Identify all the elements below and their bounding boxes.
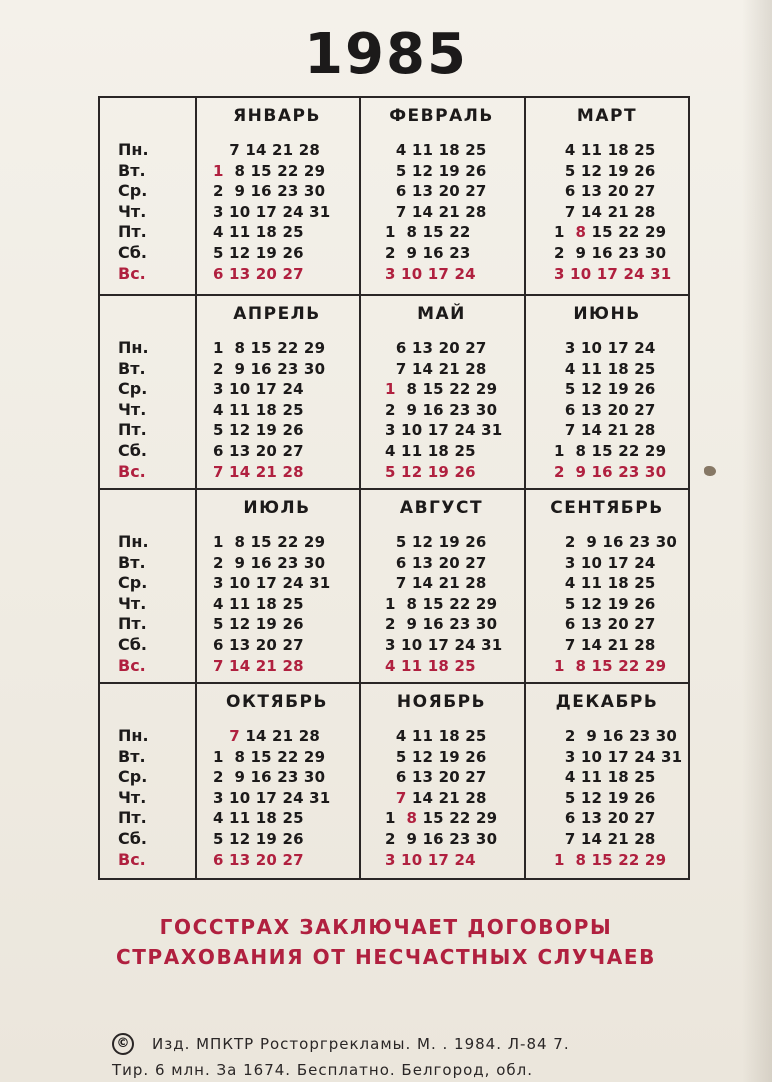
- month-day-line: 6 13 20 27: [213, 442, 304, 460]
- month-day-line: 3 10 17 24: [554, 553, 656, 572]
- month-day-line: 6 13 20 27: [213, 264, 304, 283]
- month-day-line: 7 14 21 28: [213, 656, 304, 675]
- month-day-line: 3 10 17 24 31: [554, 747, 683, 766]
- month-day-line: 5 12 19 26: [385, 462, 476, 481]
- month-day-line: 3 10 17 24 31: [213, 202, 331, 221]
- day-label: Сб.: [118, 829, 147, 848]
- month-day-line: 3 10 17 24: [385, 264, 476, 283]
- month-day-line: 7 14 21 28: [554, 202, 656, 221]
- month-day-line: 2 9 16 23 30: [554, 727, 678, 745]
- day-label: Вт.: [118, 160, 146, 180]
- month-day-line: 6 13 20 27: [554, 400, 656, 419]
- month-day-line: 2 9 16 23 30: [385, 615, 498, 634]
- month-day-line: 5 12 19 26: [385, 161, 487, 180]
- month-name: ИЮЛЬ: [243, 498, 311, 518]
- month-day-line: 1 8 15 22 29: [554, 442, 667, 460]
- month-day-line: 1 8 15 22 29: [554, 656, 667, 675]
- month-day-line: 2 9 16 23 30: [385, 830, 498, 848]
- slogan-line-2: СТРАХОВАНИЯ ОТ НЕСЧАСТНЫХ СЛУЧАЕВ: [116, 945, 656, 969]
- grid-col-divider-1: [359, 96, 361, 880]
- month-day-line: 5 12 19 26: [385, 533, 487, 551]
- month-name: НОЯБРЬ: [396, 692, 487, 712]
- month-day-line: 5 12 19 26: [213, 830, 304, 848]
- day-label: Ср.: [118, 767, 148, 787]
- day-label: Вт.: [118, 358, 146, 378]
- imprint-line-1: Изд. МПКТР Росторгрекламы. М. . 1984. Л-84 7.: [152, 1035, 570, 1053]
- month-name: АПРЕЛЬ: [233, 304, 321, 324]
- month-day-line: 2 9 16 23 30: [213, 359, 326, 378]
- day-label: Пт.: [118, 808, 147, 828]
- month-day-line: 1 8 15 22: [385, 223, 471, 242]
- month-day-line: 7 14 21 28: [385, 202, 487, 221]
- month-day-line: 5 12 19 26: [554, 594, 656, 613]
- month-day-line: 4 11 18 25: [385, 442, 476, 460]
- month-day-line: 1 8 15 22 29: [213, 747, 326, 766]
- month-day-line: 5 12 19 26: [554, 380, 656, 399]
- month-day-line: 4 11 18 25: [385, 141, 487, 159]
- month-day-line: 4 11 18 25: [213, 223, 304, 242]
- day-label: Ср.: [118, 379, 148, 399]
- day-label: Чт.: [118, 399, 147, 419]
- slogan-line-1: ГОССТРАХ ЗАКЛЮЧАЕТ ДОГОВОРЫ: [159, 915, 613, 939]
- month-day-line: 6 13 20 27: [554, 809, 656, 828]
- month-day-line: 3 10 17 24 31: [554, 264, 672, 283]
- day-label: Вс.: [118, 655, 146, 675]
- month-day-line: 7 14 21 28: [554, 421, 656, 440]
- month-day-line: 3 10 17 24: [213, 380, 304, 399]
- month-day-line: 4 11 18 25: [385, 656, 476, 675]
- month-day-line: 2 9 16 23 30: [554, 533, 678, 551]
- day-label: Сб.: [118, 243, 147, 262]
- month-day-line: 3 10 17 24 31: [385, 636, 503, 654]
- month-day-line: 5 12 19 26: [213, 615, 304, 634]
- month-day-line: 1 8 15 22 29: [213, 533, 326, 551]
- month-name: ИЮНЬ: [573, 304, 641, 324]
- month-day-line: 4 11 18 25: [213, 809, 304, 828]
- month-day-line: 5 12 19 26: [213, 421, 304, 440]
- month-day-line: 5 12 19 26: [554, 788, 656, 807]
- month-day-line: 2 9 16 23 30: [554, 244, 667, 262]
- month-day-line: 3 10 17 24: [554, 339, 656, 357]
- month-day-line: 5 12 19 26: [385, 747, 487, 766]
- month-day-line: 3 10 17 24: [385, 850, 476, 869]
- month-day-line: 7 14 21 28: [213, 141, 320, 159]
- day-label: Вт.: [118, 746, 146, 766]
- day-label: Пт.: [118, 222, 147, 242]
- month-day-line: 7 14 21 28: [213, 462, 304, 481]
- month-day-line: 6 13 20 27: [213, 636, 304, 654]
- day-label: Пн.: [118, 532, 149, 551]
- day-label: Сб.: [118, 441, 147, 460]
- grid-col-divider-0: [195, 96, 197, 880]
- month-name: АВГУСТ: [399, 498, 484, 518]
- day-label: Пт.: [118, 420, 147, 440]
- month-day-line: 6 13 20 27: [385, 553, 487, 572]
- copyright-icon: ©: [112, 1033, 134, 1055]
- month-day-line: 1 8 15 22 29: [213, 339, 326, 357]
- month-day-line: 6 13 20 27: [213, 850, 304, 869]
- paper-stain: [704, 466, 716, 476]
- month-day-line: 2 9 16 23 30: [213, 768, 326, 787]
- grid-row-divider-3: [98, 682, 690, 684]
- month-name: ОКТЯБРЬ: [226, 692, 328, 712]
- month-name: ФЕВРАЛЬ: [389, 106, 494, 126]
- month-day-line: 7 14 21 28: [395, 788, 487, 807]
- month-day-line: 7 14 21 28: [385, 359, 487, 378]
- month-day-line: 3 10 17 24 31: [213, 788, 331, 807]
- month-name: МАРТ: [576, 106, 638, 126]
- month-day-line: 2 9 16 23 30: [385, 400, 498, 419]
- day-label: Чт.: [118, 201, 147, 221]
- month-day-line: 1 8 15 22 29: [385, 594, 498, 613]
- month-day-line: 5 12 19 26: [213, 244, 304, 262]
- day-label: Чт.: [118, 593, 147, 613]
- month-day-line: 6 13 20 27: [385, 339, 487, 357]
- imprint-line-2: Тир. 6 млн. За 1674. Бесплатно. Белгород, обл.: [112, 1061, 533, 1079]
- day-label: Пн.: [118, 726, 149, 745]
- day-label: Ср.: [118, 181, 148, 201]
- month-day-line: 7 14 21 28: [385, 574, 487, 593]
- month-name: ЯНВАРЬ: [233, 106, 321, 126]
- day-label: Пт.: [118, 614, 147, 634]
- month-day-line: 1 8 15 22 29: [385, 380, 498, 399]
- month-day-line: 6 13 20 27: [554, 615, 656, 634]
- month-day-line: 1 8 15 22 29: [554, 223, 667, 242]
- month-day-line: 7 14 21 28: [229, 727, 321, 745]
- month-day-line: 1 8 15 22 29: [213, 161, 326, 180]
- month-day-line: 2 9 16 23 30: [213, 182, 326, 201]
- month-name: СЕНТЯБРЬ: [550, 498, 664, 518]
- day-label: Вс.: [118, 263, 146, 283]
- month-day-line: 3 10 17 24 31: [213, 574, 331, 593]
- month-day-line: 4 11 18 25: [213, 594, 304, 613]
- grid-row-divider-1: [98, 294, 690, 296]
- day-label: Пн.: [118, 338, 149, 357]
- month-day-line: 2 9 16 23 30: [554, 462, 667, 481]
- day-label: Вс.: [118, 849, 146, 869]
- month-day-line: 2 9 16 23: [385, 244, 471, 262]
- grid-row-divider-2: [98, 488, 690, 490]
- month-day-line: 1 8 15 22 29: [385, 809, 498, 828]
- month-day-line: 5 12 19 26: [554, 161, 656, 180]
- day-label: Вт.: [118, 552, 146, 572]
- day-label: Вс.: [118, 461, 146, 481]
- month-day-line: 4 11 18 25: [554, 574, 656, 593]
- grid-col-divider-2: [524, 96, 526, 880]
- month-day-line: 7 14 21 28: [554, 830, 656, 848]
- month-day-line: 6 13 20 27: [385, 182, 487, 201]
- month-day-line: 4 11 18 25: [554, 768, 656, 787]
- month-name: МАЙ: [417, 304, 466, 324]
- month-day-line: 6 13 20 27: [554, 182, 656, 201]
- calendar-year: 1985: [304, 22, 468, 87]
- month-day-line: 4 11 18 25: [554, 359, 656, 378]
- month-name: ДЕКАБРЬ: [555, 692, 659, 712]
- month-day-line: 4 11 18 25: [554, 141, 656, 159]
- month-day-line: 4 11 18 25: [385, 727, 487, 745]
- day-label: Чт.: [118, 787, 147, 807]
- month-day-line: 6 13 20 27: [385, 768, 487, 787]
- month-day-line: 7 14 21 28: [554, 636, 656, 654]
- month-day-line: 2 9 16 23 30: [213, 553, 326, 572]
- day-label: Пн.: [118, 140, 149, 159]
- month-day-line: 1 8 15 22 29: [554, 850, 667, 869]
- month-day-line: 4 11 18 25: [213, 400, 304, 419]
- day-label: Сб.: [118, 635, 147, 654]
- day-label: Ср.: [118, 573, 148, 593]
- month-day-line: 3 10 17 24 31: [385, 421, 503, 440]
